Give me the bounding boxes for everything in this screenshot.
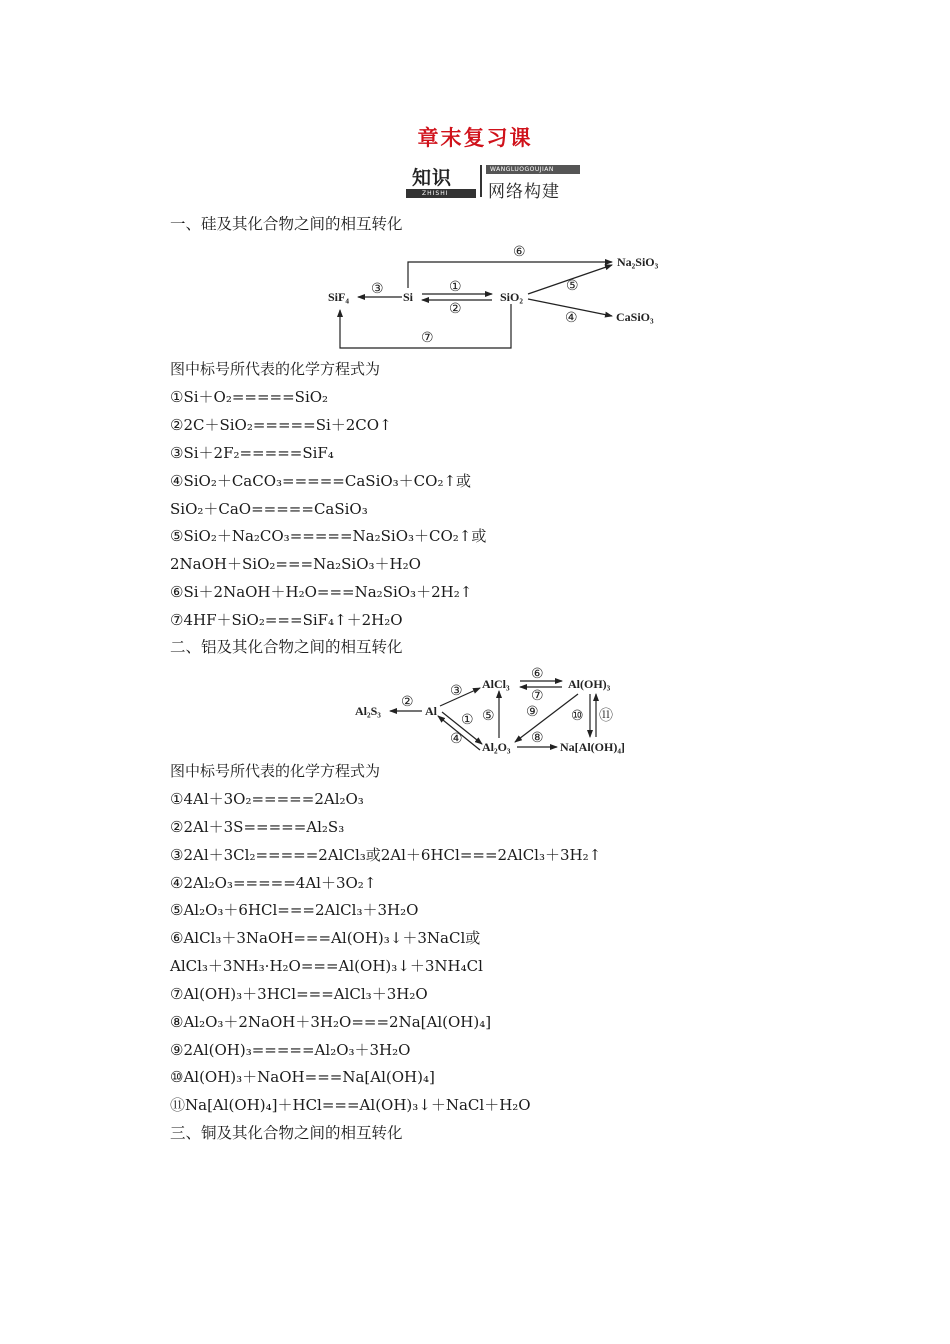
node-casio3: CaSiO₃	[616, 310, 654, 324]
arrow-aloh3-al2o3	[515, 694, 578, 742]
section-heading-copper: 三、铜及其化合物之间的相互转化	[170, 1124, 403, 1142]
label-1: ①	[461, 713, 474, 728]
label-4: ④	[450, 732, 463, 747]
equation-line: ⑪Na[Al(OH)₄]＋HCl===Al(OH)₃↓＋NaCl＋H₂O	[170, 1096, 531, 1114]
label-3: ③	[371, 282, 384, 297]
node-al2o3: Al₂O₃	[482, 740, 511, 754]
aluminum-diagram	[350, 664, 640, 760]
node-aloh3: Al(OH)₃	[568, 677, 611, 691]
silicon-diagram	[320, 238, 670, 354]
equation-line: ①4Al＋3O₂=====2Al₂O₃	[170, 790, 364, 808]
banner-divider	[480, 165, 482, 197]
banner-right-text: 网络构建	[488, 182, 560, 202]
label-11: ⑪	[599, 709, 613, 724]
label-3: ③	[450, 684, 463, 699]
label-9: ⑨	[526, 705, 539, 720]
label-2: ②	[401, 695, 414, 710]
section-heading-silicon: 一、硅及其化合物之间的相互转化	[170, 215, 403, 233]
page-title: 章末复习课	[417, 125, 533, 150]
banner-left-small: ZHISHI	[422, 190, 449, 197]
node-al: Al	[425, 704, 437, 718]
banner-right	[486, 163, 580, 202]
label-4: ④	[565, 311, 578, 326]
equation-line: ③Si＋2F₂=====SiF₄	[170, 444, 334, 462]
equation-line: ①Si＋O₂=====SiO₂	[170, 388, 329, 406]
equation-line: ⑧Al₂O₃＋2NaOH＋3H₂O===2Na[Al(OH)₄]	[170, 1013, 492, 1031]
node-sio2: SiO₂	[500, 290, 523, 304]
label-1: ①	[449, 280, 462, 295]
equation-line: ⑥Si＋2NaOH＋H₂O===Na₂SiO₃＋2H₂↑	[170, 583, 473, 601]
equation-intro: 图中标号所代表的化学方程式为	[170, 762, 381, 780]
banner-left	[406, 163, 476, 199]
node-si: Si	[403, 290, 414, 304]
equation-intro: 图中标号所代表的化学方程式为	[170, 360, 381, 378]
label-6: ⑥	[513, 245, 526, 260]
label-2: ②	[449, 302, 462, 317]
label-7: ⑦	[531, 689, 544, 704]
label-6: ⑥	[531, 667, 544, 682]
label-5: ⑤	[566, 279, 579, 294]
label-8: ⑧	[531, 731, 544, 746]
equation-line: ⑤Al₂O₃＋6HCl===2AlCl₃＋3H₂O	[170, 901, 419, 919]
equation-line: ⑨2Al(OH)₃=====Al₂O₃＋3H₂O	[170, 1041, 411, 1059]
node-na2sio3: Na₂SiO₃	[617, 255, 659, 269]
equation-line: AlCl₃＋3NH₃·H₂O===Al(OH)₃↓＋3NH₄Cl	[170, 957, 483, 975]
equation-line: ③2Al＋3Cl₂=====2AlCl₃或2Al＋6HCl===2AlCl₃＋3H₂↑	[170, 846, 602, 864]
section-heading-aluminum: 二、铝及其化合物之间的相互转化	[170, 638, 403, 656]
equation-line: ②2Al＋3S=====Al₂S₃	[170, 818, 345, 836]
equation-line: ⑥AlCl₃＋3NaOH===Al(OH)₃↓＋3NaCl或	[170, 929, 481, 947]
label-10: ⑩	[571, 709, 584, 724]
equation-line: ⑤SiO₂＋Na₂CO₃=====Na₂SiO₃＋CO₂↑或	[170, 527, 487, 545]
node-alcl3: AlCl₃	[482, 677, 510, 691]
label-5: ⑤	[482, 709, 495, 724]
banner-left-text: 知识	[412, 167, 453, 189]
equation-line: ⑩Al(OH)₃＋NaOH===Na[Al(OH)₄]	[170, 1068, 435, 1086]
section-banner	[406, 163, 580, 202]
equation-line: SiO₂＋CaO=====CaSiO₃	[170, 500, 368, 518]
equation-line: ⑦4HF＋SiO₂===SiF₄↑＋2H₂O	[170, 611, 403, 629]
equation-line: ④SiO₂＋CaCO₃=====CaSiO₃＋CO₂↑或	[170, 472, 472, 490]
banner-right-small: WANGLUOGOUJIAN	[490, 166, 554, 173]
node-sif4: SiF₄	[328, 290, 349, 304]
node-naaloh4: Na[Al(OH)₄]	[560, 740, 625, 754]
equation-line: ⑦Al(OH)₃＋3HCl===AlCl₃＋3H₂O	[170, 985, 428, 1003]
equation-line: ④2Al₂O₃=====4Al＋3O₂↑	[170, 874, 377, 892]
equation-line: 2NaOH＋SiO₂===Na₂SiO₃＋H₂O	[170, 555, 421, 573]
node-al2s3: Al₂S₃	[355, 704, 381, 718]
label-7: ⑦	[421, 331, 434, 346]
equation-line: ②2C＋SiO₂=====Si＋2CO↑	[170, 416, 392, 434]
